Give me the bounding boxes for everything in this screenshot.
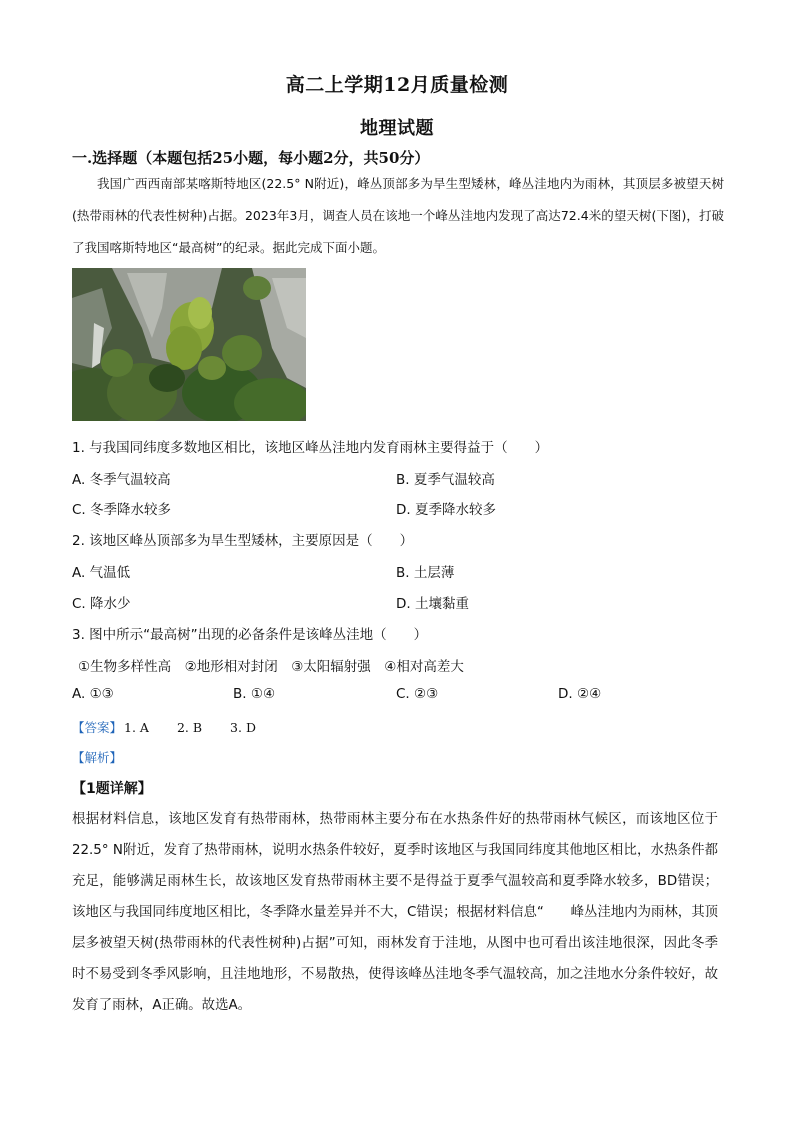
material-paragraph: 我国广西西南部某喀斯特地区(22.5° N附近)，峰丛顶部多为旱生型矮林，峰丛洼地内为雨林，其顶层多被望天树(热带雨林的代表性树种)占据。2023年3月，调查人员在该地一个峰丛洼地内发现了高达72.4米的望天树(下图)，打破了我国喀斯特地区“最高树”的纪录。据此完成下面小题。 (72, 176, 724, 255)
question-1-option-d: D. 夏季降水较多 (396, 502, 496, 518)
question-1-option-a: A. 冬季气温较高 (72, 472, 171, 488)
section-heading: 一.选择题（本题包括25小题，每小题2分，共50分） (72, 149, 430, 167)
answer-line (72, 718, 284, 736)
question-3-option-b: B. ①④ (233, 686, 276, 702)
question-2-option-d: D. 土壤黏重 (396, 596, 469, 612)
analysis-line (72, 748, 122, 766)
detail-text: 根据材料信息，该地区发育有热带雨林，热带雨林主要分布在水热条件好的热带雨林气候区，而该地区位于22.5° N附近，发育了热带雨林，说明水热条件较好，夏季时该地区与我国同纬度其他地区相比，水热条件都充足，能够满足雨林生长，故该地区发育热带雨林主要不是得益于夏季气温较高和夏季降水较多，BD错误；该地区与我国同纬度地区相比，冬季降水量差异并不大，C错误；根据材料信息“ 峰丛洼地内为雨林，其顶层多被望天树(热带雨林的代表性树种)占据”可知，雨林发育于洼地，从图中也可看出该洼地很深，因此冬季时不易受到冬季风影响，且洼地地形，不易散热，使得该峰丛洼地冬季气温较高，加之洼地水分条件较好，故发育了雨林，A正确。故选A。 (72, 812, 718, 1013)
analysis-label: 【解析】 (72, 750, 123, 765)
page-title: 高二上学期12月质量检测 (285, 74, 509, 96)
question-2-stem: 2. 该地区峰丛顶部多为旱生型矮林，主要原因是（ ） (72, 533, 414, 549)
forest-photo (72, 268, 306, 421)
question-1-stem: 1. 与我国同纬度多数地区相比，该地区峰丛洼地内发育雨林主要得益于（ ） (72, 440, 549, 456)
detail-heading: 【1题详解】 (72, 781, 152, 797)
answer-value-2: 2. B (176, 720, 203, 735)
question-3-option-d: D. ②④ (558, 686, 602, 702)
answer-value-1: 1. A (124, 720, 149, 735)
answer-label: 【答案】 (72, 720, 123, 735)
question-1-option-c: C. 冬季降水较多 (72, 502, 172, 518)
answer-value-3: 3. D (230, 720, 256, 735)
question-3-option-a: A. ①③ (72, 686, 114, 702)
question-1-option-b: B. 夏季气温较高 (396, 472, 495, 488)
question-3-conditions: ①生物多样性高 ②地形相对封闭 ③太阳辐射强 ④相对高差大 (78, 659, 464, 675)
question-2-option-c: C. 降水少 (72, 596, 131, 612)
page-subtitle: 地理试题 (360, 118, 434, 139)
question-3-stem: 3. 图中所示“最高树”出现的必备条件是该峰丛洼地（ ） (72, 627, 428, 643)
question-2-option-b: B. 土层薄 (396, 565, 455, 581)
question-2-option-a: A. 气温低 (72, 565, 131, 581)
question-3-option-c: C. ②③ (396, 686, 439, 702)
